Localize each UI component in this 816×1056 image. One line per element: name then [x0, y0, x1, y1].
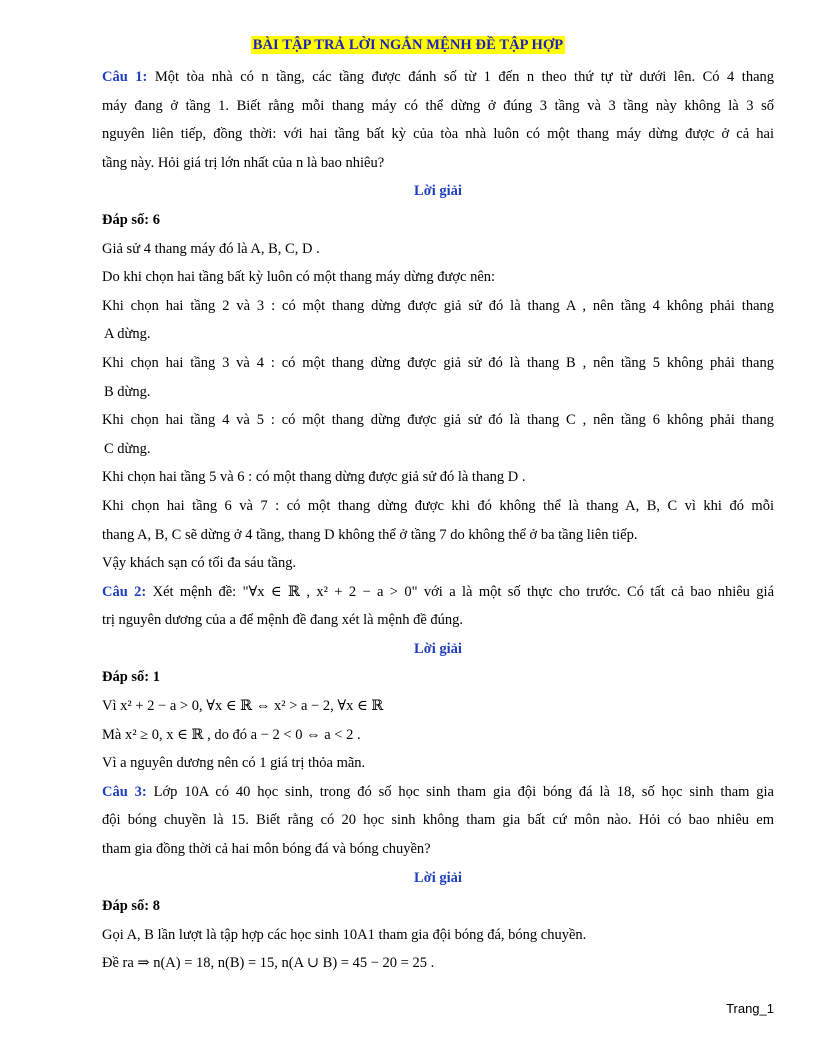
q2-answer: Đáp số: 1	[102, 669, 161, 686]
q1-sol-line-3b: A dừng.	[104, 326, 151, 343]
q1-sol-line-1: Giả sử 4 thang máy đó là A, B, C, D .	[102, 240, 320, 257]
q2-sol-line-2: Mà x² ≥ 0, x ∈ ℝ , do đó a − 2 < 0 ⇔ a < 2 .	[102, 726, 361, 743]
q1-sol-line-7b: thang A, B, C sẽ dừng ở 4 tầng, thang D không thể ở tầng 7 do không thể ở ba tầng liên tiếp.	[102, 526, 638, 543]
q1-solution-heading: Lời giải	[414, 183, 462, 200]
q3-solution-heading: Lời giải	[414, 869, 462, 886]
q1-line-2: máy đang ở tầng 1. Biết rằng mỗi thang máy có thể dừng ở đúng 3 tầng và 3 tầng này không là 3 số	[102, 97, 774, 114]
q1-line-1: Câu 1: Một tòa nhà có n tầng, các tầng được đánh số từ 1 đến n theo thứ tự từ dưới lên. Có 4 thang	[102, 69, 775, 85]
page-number: Trang_1	[726, 1001, 774, 1016]
q1-sol-line-5b: C dừng.	[104, 440, 151, 457]
q3-sol-line-1: Gọi A, B lần lượt là tập hợp các học sinh 10A1 tham gia đội bóng đá, bóng chuyền.	[102, 926, 587, 943]
q1-sol-line-8: Vậy khách sạn có tối đa sáu tầng.	[102, 555, 297, 572]
q1-line-4: tầng này. Hỏi giá trị lớn nhất của n là bao nhiêu?	[102, 154, 385, 171]
q3-line-2: đội bóng chuyền là 15. Biết rằng có 20 học sinh không tham gia bất cứ môn nào. Hỏi có bao nhiêu em	[102, 812, 774, 829]
q1-label: Câu 1:	[102, 69, 148, 85]
q2-line-1: Câu 2: Xét mệnh đề: "∀x ∈ ℝ , x² + 2 − a > 0" với a là một số thực cho trước. Có tất cả bao nhiêu giá	[102, 583, 775, 600]
document-body	[102, 63, 774, 978]
q1-answer: Đáp số: 6	[102, 211, 161, 228]
q3-sol-line-2: Đề ra ⇒ n(A) = 18, n(B) = 15, n(A ∪ B) = 45 − 20 = 25 .	[102, 955, 435, 972]
q3-answer: Đáp số: 8	[102, 898, 161, 915]
document-title	[0, 36, 816, 54]
q1-sol-line-7: Khi chọn hai tầng 6 và 7 : có một thang dừng được khi đó không thể là thang A, B, C vì khi đó mỗi	[102, 497, 774, 514]
q2-label: Câu 2:	[102, 583, 147, 600]
q2-line-2: trị nguyên dương của a để mệnh đề đang xét là mệnh đề đúng.	[102, 612, 464, 629]
q1-sol-line-4b: B dừng.	[104, 383, 151, 400]
q2-sol-line-3: Vì a nguyên dương nên có 1 giá trị thỏa mãn.	[102, 755, 366, 772]
q3-line-1: Câu 3: Lớp 10A có 40 học sinh, trong đó số học sinh tham gia đội bóng đá là 18, số học sinh tham gia	[102, 783, 774, 800]
q2-solution-heading: Lời giải	[414, 640, 462, 657]
q1-sol-line-4: Khi chọn hai tầng 3 và 4 : có một thang dừng được giả sử đó là thang B , nên tầng 5 không phải thang	[102, 354, 774, 371]
q1-sol-line-3: Khi chọn hai tầng 2 và 3 : có một thang dừng được giả sử đó là thang A , nên tầng 4 không phải thang	[102, 297, 774, 314]
q3-line-3: tham gia đồng thời cả hai môn bóng đá và bóng chuyền?	[102, 841, 431, 858]
q2-sol-line-1: Vì x² + 2 − a > 0, ∀x ∈ ℝ ⇔ x² > a − 2, ∀x ∈ ℝ	[102, 698, 384, 715]
q1-line-3: nguyên liên tiếp, đồng thời: với hai tầng bất kỳ của tòa nhà luôn có một thang máy dừng được ở cả hai	[102, 126, 774, 143]
title-text: BÀI TẬP TRẢ LỜI NGẮN MỆNH ĐỀ TẬP HỢP	[252, 37, 564, 53]
q1-sol-line-2: Do khi chọn hai tầng bất kỳ luôn có một thang máy dừng được nên:	[102, 269, 496, 286]
q3-label: Câu 3:	[102, 783, 147, 800]
q1-sol-line-5: Khi chọn hai tầng 4 và 5 : có một thang dừng được giả sử đó là thang C , nên tầng 6 không phải thang	[102, 412, 774, 429]
q1-sol-line-6: Khi chọn hai tầng 5 và 6 : có một thang dừng được giả sử đó là thang D .	[102, 469, 526, 486]
